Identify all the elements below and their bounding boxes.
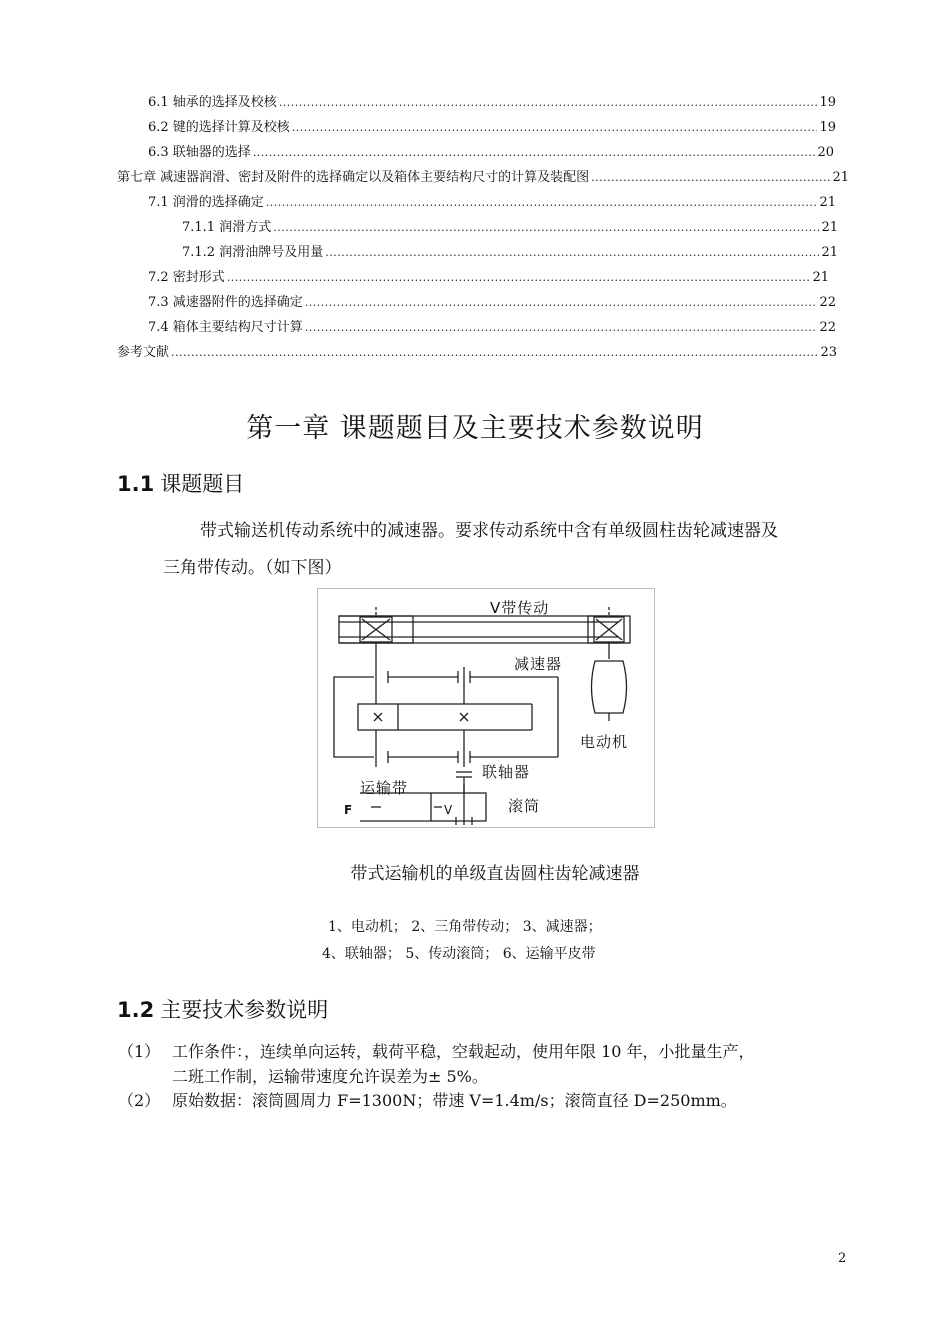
toc-entry-text: 7.1.1 润滑方式 [182, 220, 272, 235]
figure-legend-line1: 1、电动机； 2、三角带传动； 3、减速器； [328, 919, 602, 935]
toc-entry-page: 21 [819, 195, 836, 210]
toc-entry-chapter-7[interactable] [117, 169, 849, 187]
toc-leader-dots [266, 194, 818, 212]
toc-entry-page: 21 [821, 220, 838, 235]
transmission-diagram [317, 588, 655, 828]
figure-caption: 带式运输机的单级直齿圆柱齿轮减速器 [350, 864, 640, 884]
toc-entry-text: 参考文献 [117, 345, 170, 360]
toc-entry-text: 第七章 减速器润滑、密封及附件的选择确定以及箱体主要结构尺寸的计算及装配图 [117, 170, 590, 185]
toc-leader-dots [171, 344, 818, 362]
list-item [118, 1041, 755, 1063]
section-title: 主要技术参数说明 [160, 998, 329, 1022]
toc-leader-dots [305, 319, 818, 337]
motor-body [592, 661, 627, 713]
section-heading-1-2 [117, 996, 328, 1024]
toc-entry-text: 6.2 键的选择计算及校核 [148, 120, 290, 135]
toc-entry-page: 22 [819, 320, 836, 335]
toc-leader-dots [591, 169, 830, 187]
toc-entry-page: 20 [817, 145, 834, 160]
list-item-text: 工作条件：，连续单向运转，载荷平稳，空载起动，使用年限 10 年，小批量生产， [172, 1042, 755, 1061]
toc-entry-page: 23 [820, 345, 837, 360]
toc-entry-7-3[interactable] [148, 294, 836, 312]
section-title: 课题题目 [160, 472, 245, 496]
section1-paragraph-line2: 三角带传动。（如下图） [163, 558, 342, 578]
toc-entry-text: 7.1.2 润滑油牌号及用量 [182, 245, 324, 260]
toc-entry-7-1[interactable] [148, 194, 836, 212]
label-drum: 滚筒 [508, 797, 541, 815]
toc-entry-text: 6.3 联轴器的选择 [148, 145, 251, 160]
section-number: 1.1 [117, 472, 155, 496]
section-heading-1-1 [117, 470, 244, 498]
list-item-continuation: 二班工作制，运输带速度允许误差为± 5%。 [172, 1067, 488, 1086]
chapter-title: 第一章 课题题目及主要技术参数说明 [246, 413, 704, 444]
toc-entry-7-1-1[interactable] [182, 219, 838, 237]
figure-legend-line2: 4、联轴器； 5、传动滚筒； 6、运输平皮带 [322, 946, 596, 962]
toc-leader-dots [253, 144, 816, 162]
toc-entry-page: 19 [819, 120, 836, 135]
toc-entry-text: 7.4 箱体主要结构尺寸计算 [148, 320, 303, 335]
toc-entry-page: 21 [821, 245, 838, 260]
toc-entry-text: 7.1 润滑的选择确定 [148, 195, 264, 210]
toc-leader-dots [227, 269, 811, 287]
toc-entry-6-3[interactable] [148, 144, 834, 162]
label-force: F [344, 803, 354, 817]
label-motor: 电动机 [580, 733, 629, 751]
label-speed: V [444, 803, 454, 817]
list-item-text: 原始数据：滚筒圆周力 F=1300N；带速 V=1.4m/s；滚筒直径 D=250mm。 [172, 1091, 737, 1110]
toc-entry-page: 19 [819, 95, 836, 110]
toc-entry-page: 22 [819, 295, 836, 310]
toc-leader-dots [279, 94, 818, 112]
toc-entry-text: 6.1 轴承的选择及校核 [148, 95, 277, 110]
toc-leader-dots [305, 294, 818, 312]
label-v-belt: V带传动 [490, 599, 550, 617]
list-item [118, 1090, 737, 1112]
list-item-index: （2） [118, 1091, 161, 1110]
label-coupling: 联轴器 [482, 763, 531, 781]
toc-entry-6-1[interactable] [148, 94, 836, 112]
section-number: 1.2 [117, 998, 155, 1022]
toc-entry-text: 7.3 减速器附件的选择确定 [148, 295, 303, 310]
toc-leader-dots [273, 219, 819, 237]
toc-entry-7-1-2[interactable] [182, 244, 838, 262]
toc-entry-7-2[interactable] [148, 269, 829, 287]
section1-paragraph-line1: 带式输送机传动系统中的减速器。要求传动系统中含有单级圆柱齿轮减速器及 [200, 521, 778, 541]
toc-entry-references[interactable] [117, 344, 837, 362]
toc-entry-page: 21 [832, 170, 849, 185]
toc-leader-dots [325, 244, 819, 262]
toc-entry-text: 7.2 密封形式 [148, 270, 225, 285]
toc-leader-dots [292, 119, 818, 137]
list-item-index: （1） [118, 1042, 161, 1061]
label-reducer: 减速器 [514, 655, 563, 673]
toc-entry-page: 21 [812, 270, 829, 285]
toc-entry-7-4[interactable] [148, 319, 836, 337]
page-number: 2 [838, 1251, 847, 1266]
toc-entry-6-2[interactable] [148, 119, 836, 137]
label-conveyor-belt: 运输带 [360, 779, 409, 797]
